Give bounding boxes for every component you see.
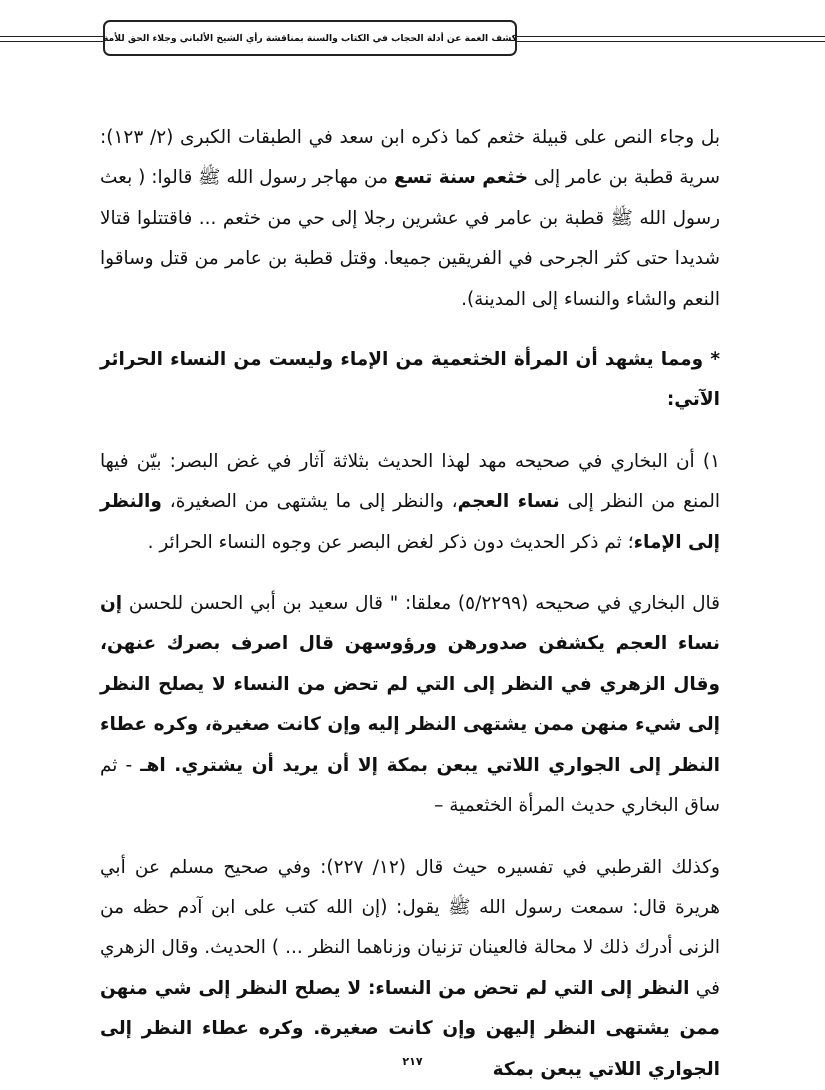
paragraph-3-bold-2: والنظر إلى الإماء [100, 491, 720, 553]
paragraph-5 [100, 848, 720, 1090]
paragraph-5-bold-1: النظر إلى التي لم تحض من النساء: لا يصلح النظر إلى شي منهن ممن يشتهى النظر إليهن وإن كانت صغيرة. وكره عطاء النظر إلى الجواري اللاتي يبعن بمكة [100, 977, 720, 1080]
paragraph-2-heading: * ومما يشهد أن المرأة الخثعمية من الإماء وليست من النساء الحرائر الآتي: [100, 349, 720, 411]
paragraph-1-part-2: من مهاجر رسول الله ﷺ قالوا: [145, 167, 394, 189]
paragraph-5-part-1: وكذلك القرطبي في تفسيره حيث قال (١٢/ ٢٢٧): وفي صحيح مسلم عن أبي هريرة قال: سمعت رسول الله ﷺ يقول: (إن الله كتب على ابن آدم حظه من الزنى أدرك ذلك لا محالة فالعينان تزنيان وزناهما النظر ... ) الحديث. وقال الزهري في [100, 856, 720, 999]
paragraph-3-part-2: ، والنظر إلى ما يشتهى من الصغيرة، [161, 491, 458, 513]
paragraph-4-part-2: - ثم ساق البخاري حديث المرأة الخثعمية – [100, 754, 720, 817]
paragraph-1 [100, 118, 720, 320]
paragraph-3-part-3: ؛ ثم ذكر الحديث دون ذكر لغض البصر عن وجوه النساء الحرائر . [147, 531, 634, 553]
page-body [100, 118, 720, 1090]
running-header-title: كشف الغمة عن أدلة الحجاب في الكتاب والسنة بمناقشة رأي الشيخ الألباني وجلاء الحق للأمة [102, 32, 518, 44]
paragraph-1-part-1: بل وجاء النص على قبيلة خثعم كما ذكره ابن سعد في الطبقات الكبرى (٢/ ١٢٣): سرية قطبة بن عامر إلى [100, 127, 721, 189]
paragraph-1-quote: ( بعث رسول الله ﷺ قطبة بن عامر في عشرين رجلا إلى حي من خثعم ... فاقتتلوا قتالا شديدا حتى كثر الجرحى في الفريقين جميعا. وقتل قطبة بن عامر من قتل وساقوا النعم والشاء والنساء إلى المدينة). [100, 167, 720, 310]
paragraph-1-bold-1: خثعم سنة تسع [393, 167, 529, 189]
paragraph-4-quote: إن نساء العجم يكشفن صدورهن ورؤوسهن قال اصرف بصرك عنهن، وقال الزهري في النظر إلى التي لم تحض من النساء لا يصلح النظر إلى شيء منهن ممن يشتهى النظر إليه وإن كانت صغيرة، وكره عطاء النظر إلى الجواري اللاتي يبعن بمكة إلا أن يريد أن يشتري. اهـ [100, 593, 720, 776]
header-frame [103, 20, 517, 56]
paragraph-4 [100, 584, 720, 826]
paragraph-3-part-1: ١) أن البخاري في صحيحه مهد لهذا الحديث بثلاثة آثار في غض البصر: بيّن فيها المنع من النظر إلى [100, 450, 720, 513]
page-number: ٢١٧ [402, 1055, 423, 1068]
paragraph-3 [100, 442, 720, 563]
paragraph-4-part-1: قال البخاري في صحيحه (٥/٢٢٩٩) معلقا: " قال سعيد بن أبي الحسن للحسن [122, 593, 721, 615]
paragraph-3-bold-1: نساء العجم [457, 491, 560, 513]
